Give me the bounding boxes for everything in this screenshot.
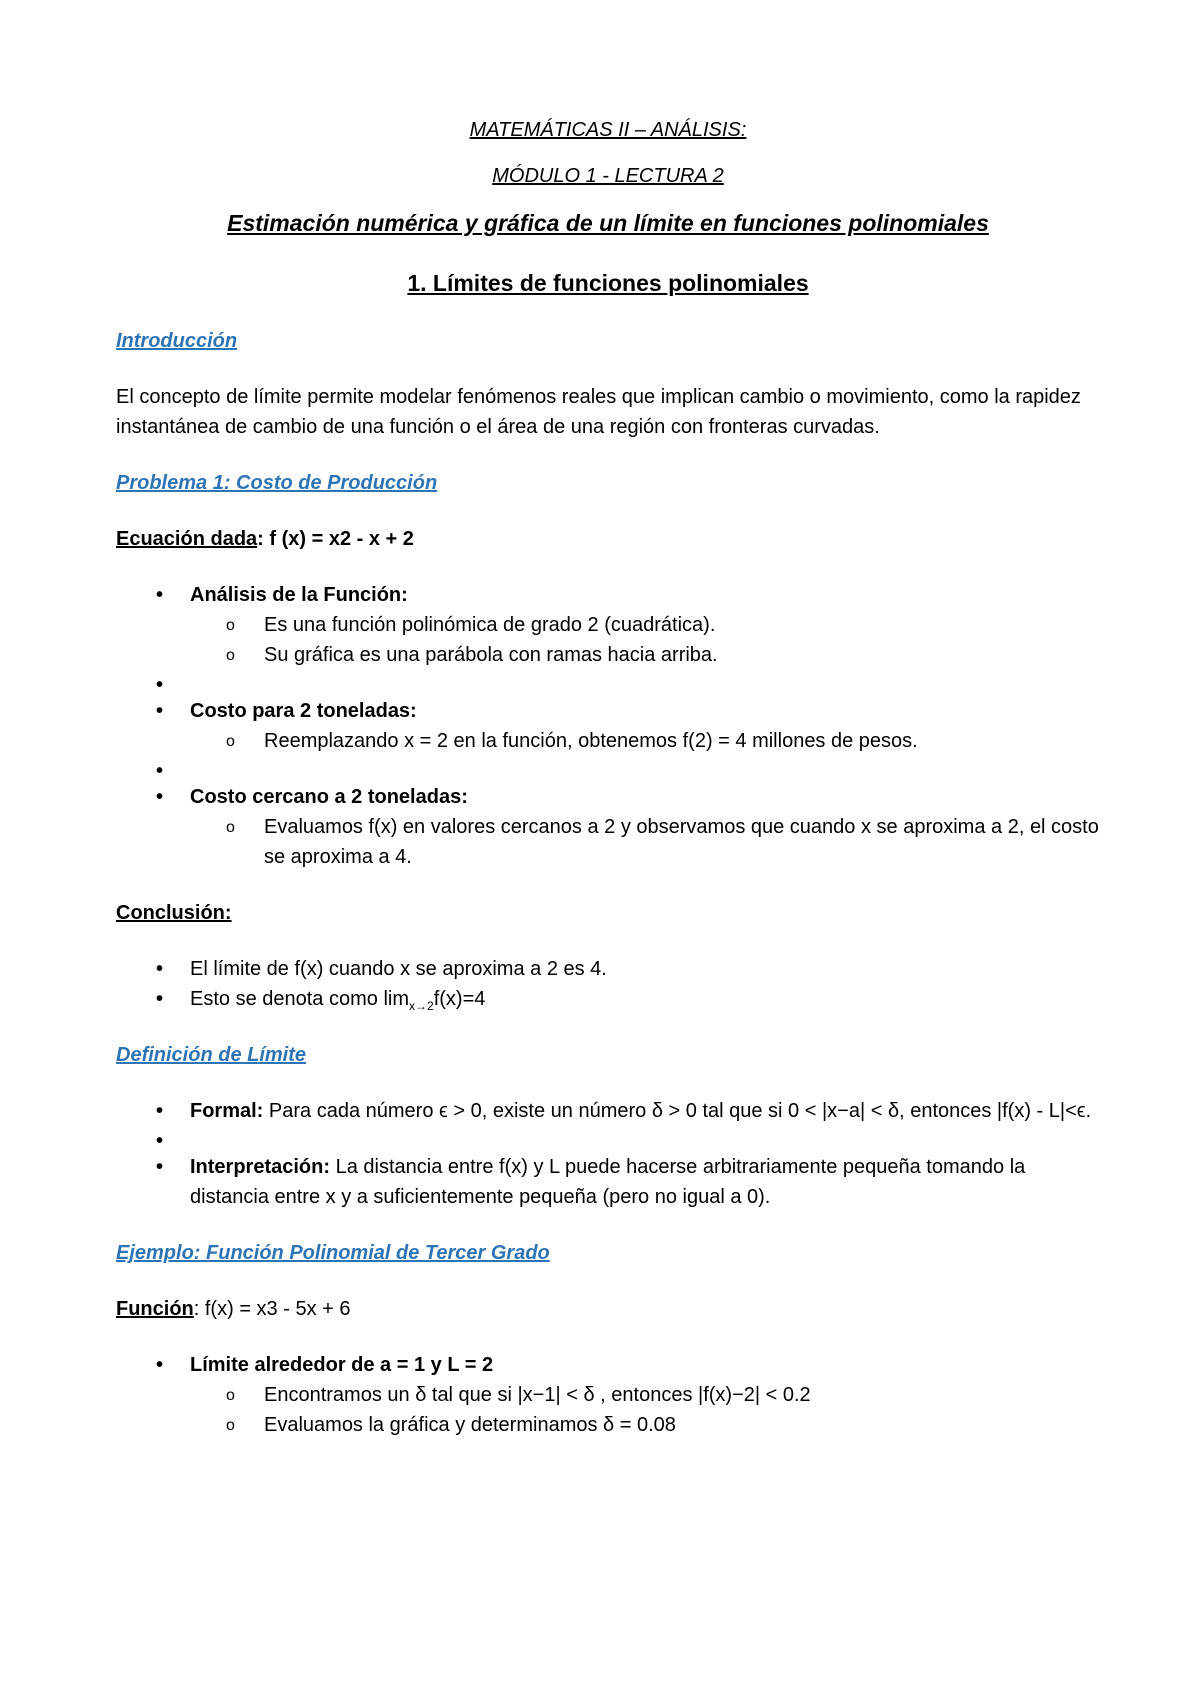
- spacer: [116, 670, 1100, 696]
- list-item: [116, 984, 1100, 1014]
- problem1-heading: Problema 1: Costo de Producción: [116, 472, 438, 494]
- function-line: [116, 1294, 1100, 1324]
- conclusion-bullets: [116, 954, 1100, 1014]
- spacer: [116, 1014, 1100, 1040]
- course-header: MATEMÁTICAS II – ANÁLISIS:: [469, 119, 747, 141]
- list-item: o Su gráfica es una parábola con ramas hacia arriba.: [116, 640, 1100, 670]
- intro-paragraph: El concepto de límite permite modelar fenómenos reales que implican cambio o movimiento, como la rapidez instantánea de cambio de una función o el área de una región con fronteras curvadas.: [116, 386, 1081, 438]
- limit-value: f(x)=4: [433, 988, 486, 1010]
- list-item: [116, 1350, 1100, 1440]
- intro-heading: Introducción: [116, 330, 238, 352]
- function-value: : f(x) = x3 - 5x + 6: [193, 1298, 351, 1320]
- list-item: o Evaluamos f(x) en valores cercanos a 2 y observamos que cuando x se aproxima a 2, el costo se aproxima a 4.: [116, 812, 1100, 872]
- list-item: [116, 782, 1100, 872]
- function-label: Función: [116, 1298, 194, 1320]
- interpretation-label: Interpretación:: [190, 1156, 331, 1178]
- bullet-title: Análisis de la Función:: [190, 584, 408, 606]
- example-bullets: [116, 1350, 1100, 1440]
- list-item: o Encontramos un δ tal que si |x−1| < δ , entonces |f(x)−2| < 0.2: [116, 1380, 1100, 1410]
- equation-line: [116, 524, 1100, 554]
- list-item: [116, 580, 1100, 670]
- list-item: o Evaluamos la gráfica y determinamos δ = 0.08: [116, 1410, 1100, 1440]
- document-title: Estimación numérica y gráfica de un límite en funciones polinomiales: [227, 210, 989, 236]
- section-title: 1. Límites de funciones polinomiales: [407, 270, 809, 296]
- definition-bullets: [116, 1096, 1100, 1212]
- spacer: [116, 872, 1100, 898]
- bullet-title: Límite alrededor de a = 1 y L = 2: [190, 1354, 494, 1376]
- formal-label: Formal:: [190, 1100, 264, 1122]
- list-item: [116, 696, 1100, 756]
- conclusion-heading: Conclusión:: [116, 902, 232, 924]
- formal-text: Para cada número ϵ > 0, existe un número δ > 0 tal que si 0 < |x−a| < δ, entonces |f(x) - L|<ϵ.: [263, 1100, 1092, 1122]
- list-item: [116, 1152, 1100, 1212]
- bullet-title: Costo cercano a 2 toneladas:: [190, 786, 468, 808]
- example-heading: Ejemplo: Función Polinomial de Tercer Grado: [116, 1242, 550, 1264]
- spacer: [116, 1126, 1100, 1152]
- definition-heading: Definición de Límite: [116, 1044, 307, 1066]
- limit-subscript: x→2: [409, 999, 434, 1013]
- equation-label: Ecuación dada: [116, 528, 258, 550]
- list-item: [116, 1096, 1100, 1126]
- spacer: [116, 756, 1100, 782]
- list-item: • El límite de f(x) cuando x se aproxima a 2 es 4.: [116, 954, 1100, 984]
- equation-value: : f (x) = x2 - x + 2: [257, 528, 414, 550]
- list-item: o Reemplazando x = 2 en la función, obtenemos f(2) = 4 millones de pesos.: [116, 726, 1100, 756]
- limit-text: Esto se denota como lim: [190, 988, 409, 1010]
- list-item: o Es una función polinómica de grado 2 (cuadrática).: [116, 610, 1100, 640]
- bullet-title: Costo para 2 toneladas:: [190, 700, 417, 722]
- problem1-bullets: [116, 580, 1100, 872]
- module-header: MÓDULO 1 - LECTURA 2: [492, 165, 724, 187]
- spacer: [116, 1212, 1100, 1238]
- interpretation-text: La distancia entre f(x) y L puede hacerse arbitrariamente pequeña tomando la distancia entre x y a suficientemente pequeña (pero no igual a 0).: [190, 1156, 1026, 1208]
